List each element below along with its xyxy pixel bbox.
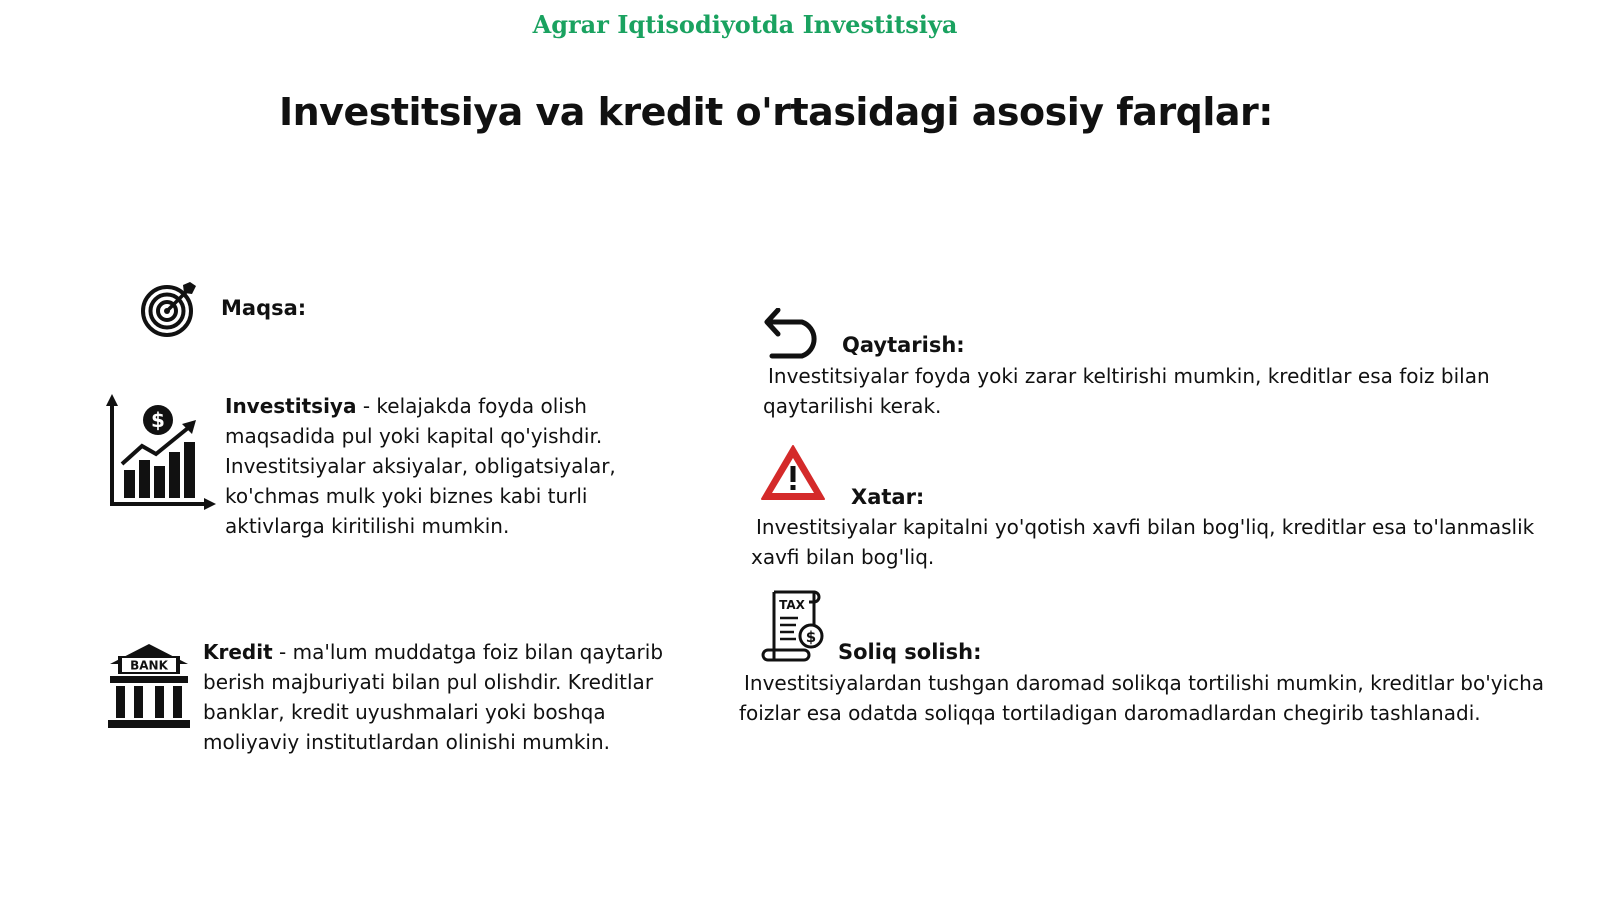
tax-text: Investitsiyalardan tushgan daromad solikqa tortilishi mumkin, kreditlar bo'yicha foizlar esa odatda soliqqa tortiladigan daromadlardan chegirib tashlanadi. — [739, 671, 1545, 725]
risk-label: Xatar: — [851, 485, 925, 509]
credit-text: - ma'lum muddatga foiz bilan qaytarib berish majburiyati bilan pul olishdir. Kreditlar banklar, kredit uyushmalari yoki boshqa moliyaviy institutlardan olinishi mumkin. — [203, 640, 664, 754]
goal-label: Maqsa: — [221, 296, 307, 320]
svg-text:$: $ — [151, 408, 165, 432]
tax-icon-text: TAX — [779, 598, 805, 612]
growth-chart-icon — [104, 394, 220, 516]
tax-document-icon — [760, 588, 828, 668]
target-icon — [140, 280, 198, 338]
return-text: Investitsiyalar foyda yoki zarar keltirishi mumkin, kreditlar esa foiz bilan qaytarilishi kerak. — [763, 364, 1490, 418]
investment-term: Investitsiya — [225, 394, 357, 418]
investment-definition — [225, 391, 635, 541]
slide-title: Investitsiya va kredit o'rtasidagi asosiy farqlar: — [278, 90, 1273, 134]
credit-term: Kredit — [203, 640, 273, 664]
return-label: Qaytarish: — [842, 333, 965, 357]
warning-icon — [760, 444, 826, 502]
credit-definition — [203, 637, 663, 757]
bank-icon-text: BANK — [130, 658, 168, 673]
svg-text:$: $ — [805, 628, 817, 646]
header-title: Agrar Iqtisodiyotda Investitsiya — [532, 10, 958, 39]
bank-icon — [104, 642, 194, 732]
investment-text: - kelajakda foyda olish maqsadida pul yoki kapital qo'yishdir. Investitsiyalar aksiyalar, obligatsiyalar, ko'chmas mulk yoki biznes kabi turli aktivlarga kiritilishi mumkin. — [225, 394, 616, 538]
tax-label: Soliq solish: — [838, 640, 982, 664]
risk-text: Investitsiyalar kapitalni yo'qotish xavfi bilan bog'liq, kreditlar esa to'lanmaslik xavfi bilan bog'liq. — [751, 515, 1535, 569]
return-arrow-icon — [764, 308, 826, 360]
